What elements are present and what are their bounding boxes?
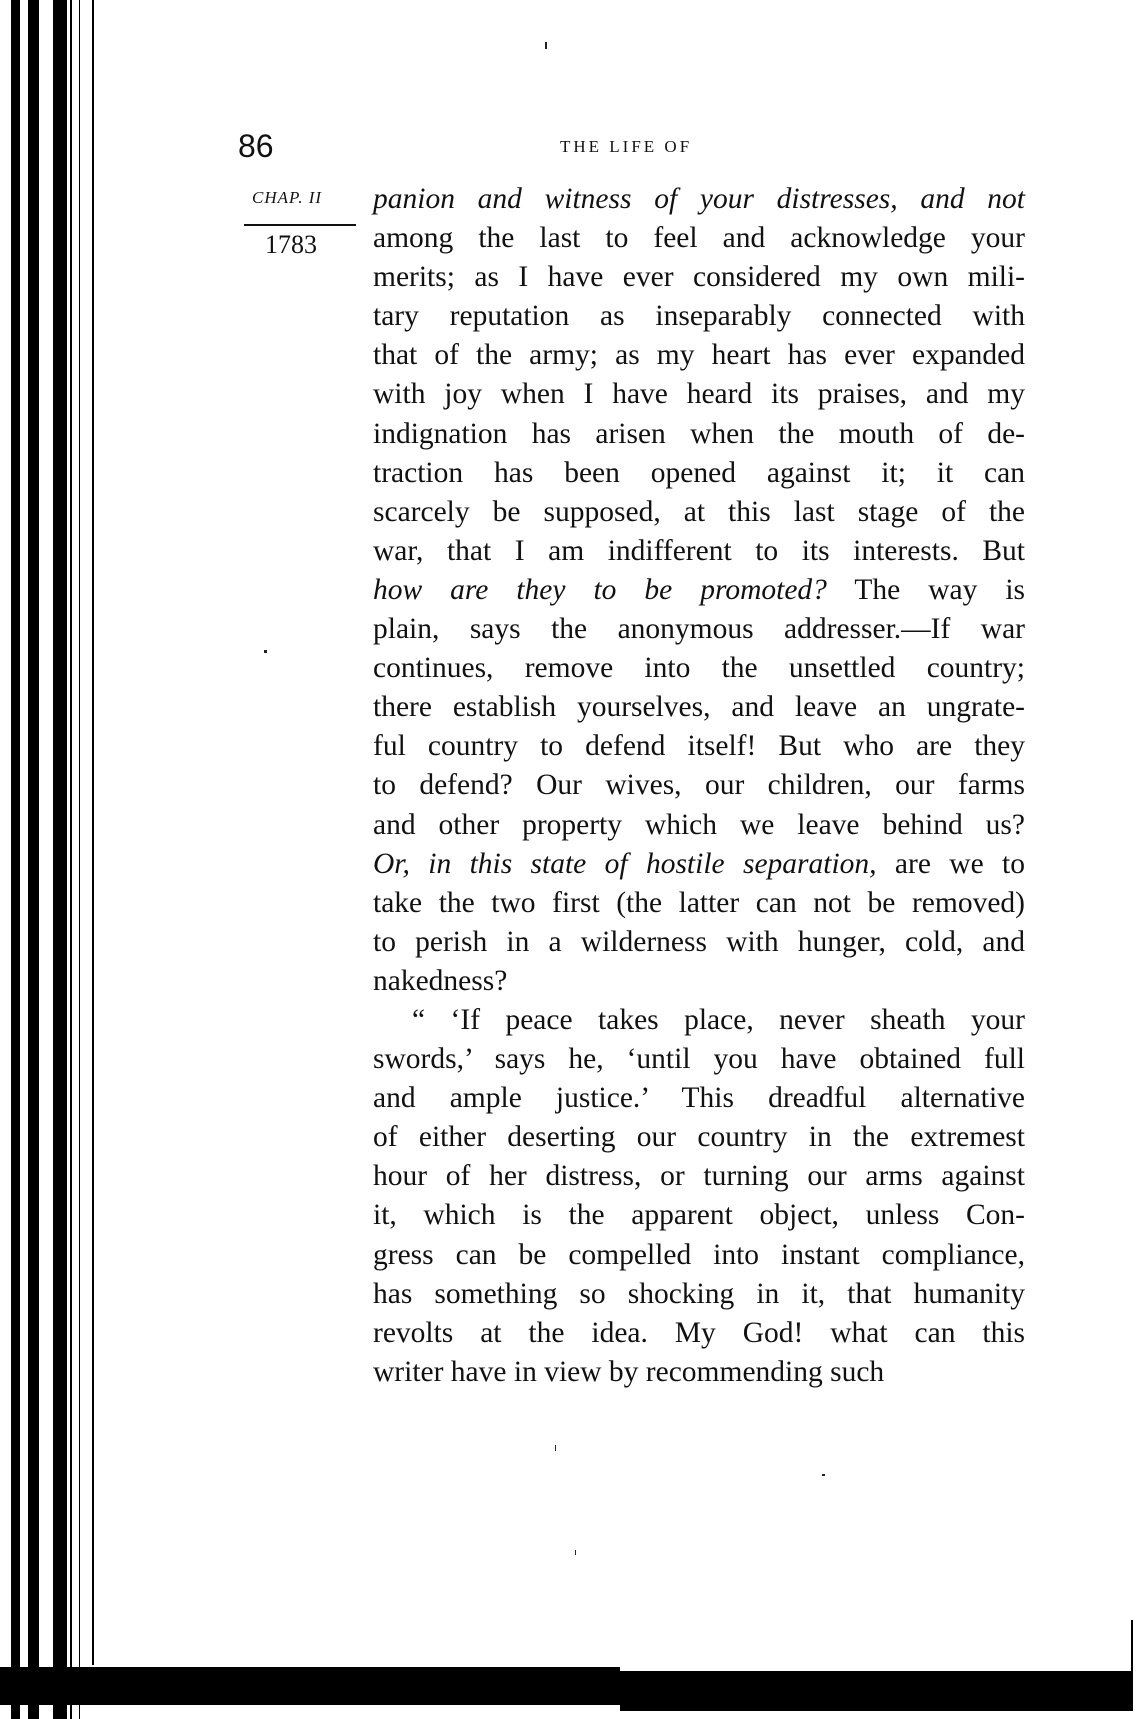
text-line — [373, 1275, 1025, 1314]
text-line — [373, 415, 1025, 454]
text-segment: writer have in view by recommending such — [373, 1355, 885, 1388]
text-segment: it, which is the apparent object, unless Con- — [373, 1199, 1025, 1232]
scan-speck — [545, 42, 547, 49]
text-segment: The way is — [826, 573, 1025, 606]
text-line — [373, 610, 1025, 649]
text-line — [373, 180, 1025, 219]
text-segment: traction has been opened against it; it can — [373, 456, 1025, 489]
text-segment: to perish in a wilderness with hunger, cold, and — [373, 925, 1025, 958]
text-line — [373, 219, 1025, 258]
text-segment: there establish yourselves, and leave an ungrate- — [373, 691, 1025, 724]
text-line — [373, 532, 1025, 571]
text-line — [373, 845, 1025, 884]
text-line — [373, 336, 1025, 375]
margin-divider — [244, 224, 356, 226]
text-segment: has something so shocking in it, that humanity — [373, 1277, 1025, 1310]
book-spine-stripe — [53, 0, 67, 1719]
text-segment: that of the army; as my heart has ever expanded — [373, 339, 1025, 372]
text-segment: plain, says the anonymous addresser.—If war — [373, 613, 1025, 646]
text-line — [373, 1040, 1025, 1079]
text-line — [373, 688, 1025, 727]
scan-speck — [575, 1550, 576, 1555]
text-line — [373, 1236, 1025, 1275]
text-line — [373, 258, 1025, 297]
text-line — [373, 727, 1025, 766]
text-segment: Or, in this state of hostile separation, — [373, 847, 877, 880]
text-segment: among the last to feel and acknowledge your — [373, 222, 1025, 255]
text-segment: merits; as I have ever considered my own mili- — [373, 261, 1025, 294]
book-spine-stripe — [79, 0, 80, 1719]
text-line — [373, 806, 1025, 845]
text-line — [373, 375, 1025, 414]
text-segment: ful country to defend itself! But who are they — [373, 730, 1025, 763]
book-spine-stripe — [11, 0, 20, 1719]
page-right-edge — [1131, 1620, 1133, 1680]
page-edge-line — [92, 0, 94, 1665]
text-line — [373, 649, 1025, 688]
scan-speck — [555, 1445, 556, 1451]
text-line — [373, 884, 1025, 923]
text-segment: gress can be compelled into instant compliance, — [373, 1238, 1025, 1271]
text-line — [373, 1157, 1025, 1196]
text-segment: and ample justice.’ This dreadful alternative — [373, 1082, 1025, 1115]
text-segment: indignation has arisen when the mouth of de- — [373, 417, 1025, 450]
text-line — [373, 962, 1025, 1001]
margin-year-label: 1783 — [265, 230, 317, 259]
text-segment: “ ‘If peace takes place, never sheath your — [412, 1003, 1025, 1036]
text-line — [373, 1001, 1025, 1040]
text-line — [373, 923, 1025, 962]
body-text — [373, 180, 1025, 1392]
text-segment: with joy when I have heard its praises, and my — [373, 378, 1025, 411]
text-segment: revolts at the idea. My God! what can this — [373, 1316, 1025, 1349]
text-line — [373, 1353, 1025, 1392]
text-segment: continues, remove into the unsettled country; — [373, 652, 1025, 685]
book-spine-stripe — [70, 0, 72, 1719]
text-segment: panion and witness of your distresses, and not — [373, 183, 1025, 215]
text-line — [373, 1314, 1025, 1353]
text-segment: war, that I am indifferent to its interests. But — [373, 534, 1025, 567]
scan-speck — [264, 650, 267, 653]
text-segment: are we to — [876, 847, 1025, 880]
text-segment: and other property which we leave behind us? — [373, 808, 1025, 841]
text-segment: nakedness? — [373, 964, 508, 997]
text-line — [373, 454, 1025, 493]
text-segment: scarcely be supposed, at this last stage of the — [373, 495, 1025, 528]
text-segment: hour of her distress, or turning our arms against — [373, 1160, 1025, 1193]
text-segment: tary reputation as inseparably connected with — [373, 300, 1025, 333]
text-segment: to defend? Our wives, our children, our farms — [373, 769, 1025, 802]
text-line — [373, 1079, 1025, 1118]
page-bottom-shadow — [0, 1667, 620, 1705]
page-number: 86 — [238, 128, 274, 164]
book-spine-stripe — [28, 0, 39, 1719]
text-line — [373, 493, 1025, 532]
text-line — [373, 766, 1025, 805]
running-head: THE LIFE OF — [560, 137, 693, 156]
text-line — [373, 297, 1025, 336]
page-bottom-shadow — [620, 1671, 1133, 1711]
text-line — [373, 1118, 1025, 1157]
margin-chapter-label: CHAP. II — [252, 188, 323, 207]
scan-speck — [822, 1474, 825, 1476]
text-segment: of either deserting our country in the extremest — [373, 1121, 1025, 1154]
text-segment: take the two first (the latter can not be removed) — [373, 886, 1025, 919]
text-line — [373, 1196, 1025, 1235]
text-line — [373, 571, 1025, 610]
text-segment: how are they to be promoted? — [373, 573, 827, 606]
text-segment: swords,’ says he, ‘until you have obtained full — [373, 1043, 1025, 1076]
